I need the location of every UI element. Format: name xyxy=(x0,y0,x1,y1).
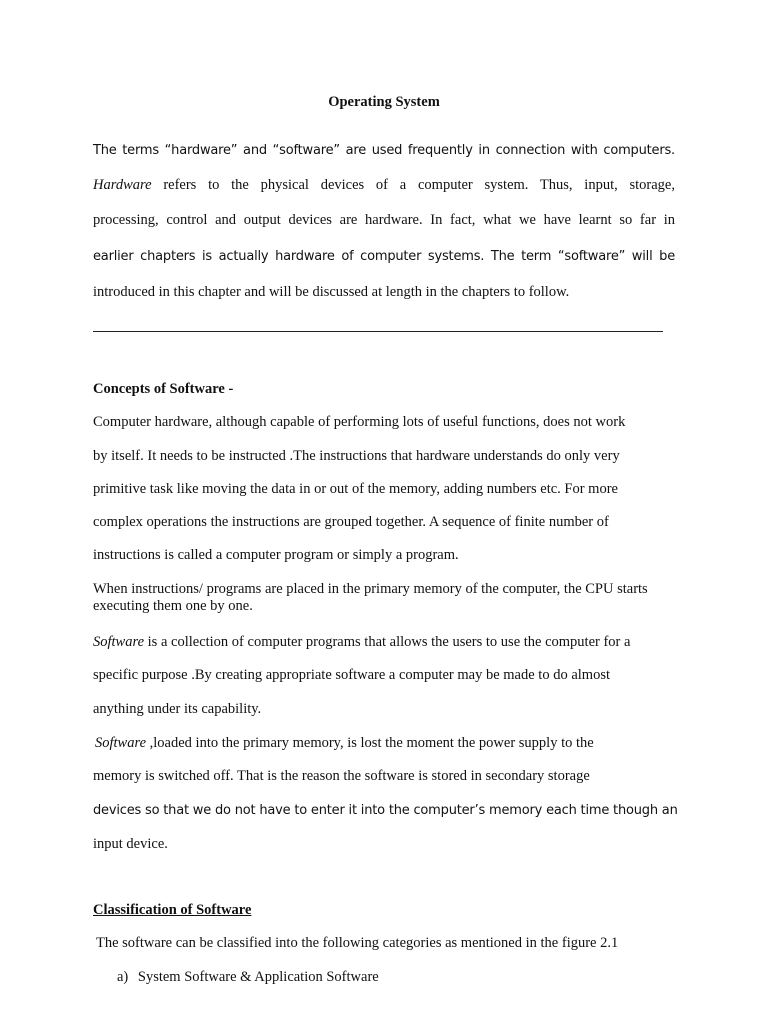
list-item-text: System Software & Application Software xyxy=(137,969,379,985)
concepts-p2: When instructions/ programs are placed in the primary memory of the computer, the CPU starts executing them one by one. xyxy=(93,581,648,614)
concepts-p4-line-3: devices so that we do not have to enter it into the computer’s memory each time though an xyxy=(93,803,678,818)
intro-line-3: processing, control and output devices are hardware. In fact, what we have learnt so far in xyxy=(93,212,675,228)
concepts-p1-line-1: Computer hardware, although capable of performing lots of useful functions, does not work xyxy=(93,414,626,430)
concepts-p3-line-1 xyxy=(93,634,675,651)
concepts-p4-line-1 xyxy=(95,735,677,752)
intro-line-1: The terms “hardware” and “software” are used frequently in connection with computers. xyxy=(93,143,675,158)
concepts-p4-line-4: input device. xyxy=(93,836,168,852)
horizontal-rule xyxy=(93,331,663,332)
classification-intro: The software can be classified into the following categories as mentioned in the figure 2.1 xyxy=(96,935,619,951)
concepts-p3-text: is a collection of computer programs that allows the users to use the computer for a xyxy=(144,634,631,650)
concepts-p1-line-5: instructions is called a computer program or simply a program. xyxy=(93,547,459,563)
concepts-p4-line-2: memory is switched off. That is the reason the software is stored in secondary storage xyxy=(93,768,590,784)
intro-line-2 xyxy=(93,177,675,194)
classification-list-item xyxy=(117,969,699,986)
intro-line-5: introduced in this chapter and will be discussed at length in the chapters to follow. xyxy=(93,284,570,300)
concepts-p1-line-2: by itself. It needs to be instructed .The instructions that hardware understands do only very xyxy=(93,448,620,464)
software-term: Software xyxy=(93,634,145,650)
classification-heading: Classification of Software xyxy=(93,902,252,918)
concepts-p3-line-3: anything under its capability. xyxy=(93,701,262,717)
page-title: Operating System xyxy=(328,94,440,110)
hardware-term: Hardware xyxy=(93,177,152,193)
concepts-p3-line-2: specific purpose .By creating appropriate software a computer may be made to do almost xyxy=(93,667,610,683)
concepts-p4-text: ,loaded into the primary memory, is lost the moment the power supply to the xyxy=(146,735,594,751)
intro-line-2-text: refers to the physical devices of a computer system. Thus, input, storage, xyxy=(151,177,675,193)
concepts-heading: Concepts of Software - xyxy=(93,381,234,397)
intro-line-4: earlier chapters is actually hardware of computer systems. The term “software” will be xyxy=(93,249,675,264)
list-marker: a) xyxy=(117,969,129,985)
concepts-p1-line-4: complex operations the instructions are grouped together. A sequence of finite number of xyxy=(93,514,609,530)
concepts-p1-line-3: primitive task like moving the data in or out of the memory, adding numbers etc. For more xyxy=(93,481,618,497)
software-term-2: Software xyxy=(95,735,147,751)
